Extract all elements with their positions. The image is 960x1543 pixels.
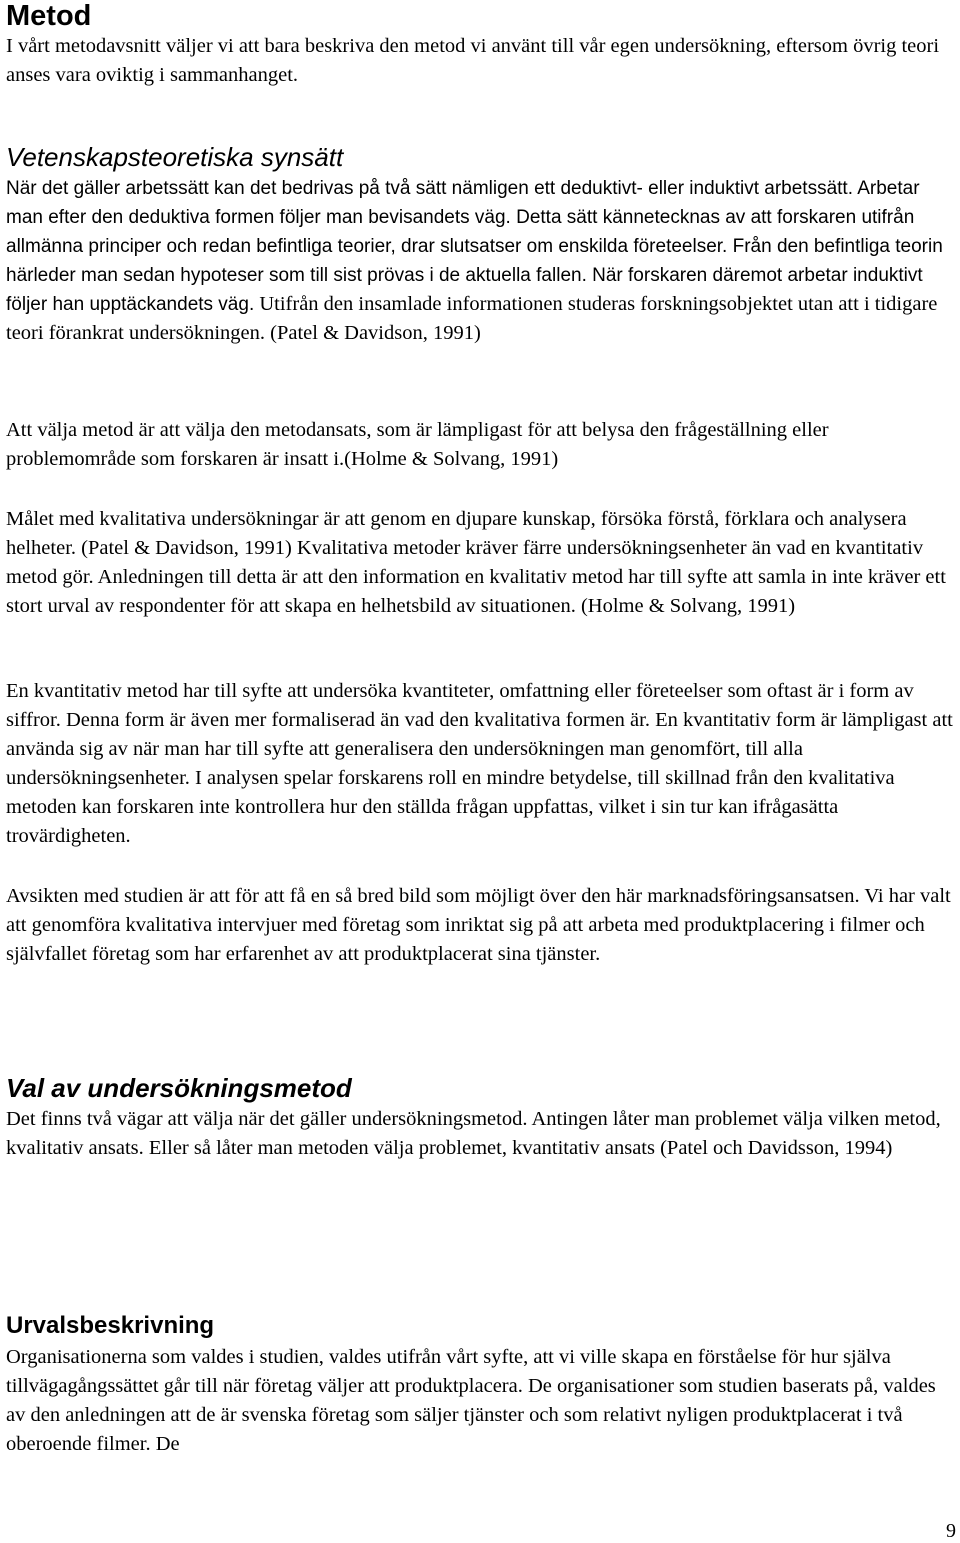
val-section: [6, 1071, 958, 1163]
page-number: 9: [946, 1520, 956, 1542]
kvantitativ-paragraph-block: [6, 677, 958, 851]
avsikt-paragraph-block: [6, 882, 958, 969]
metodval-paragraph-block: [6, 416, 958, 474]
vetenskap-section: [6, 140, 958, 348]
vetenskap-paragraph-2: Att välja metod är att välja den metodansats, som är lämpligast för att belysa den frågeställning eller problemområde som forskaren är insatt i.(Holme & Solvang, 1991): [6, 419, 829, 470]
val-heading: Val av undersökningsmetod: [6, 1073, 352, 1103]
metod-section: [6, 0, 958, 90]
vetenskap-paragraph-3: Målet med kvalitativa undersökningar är att genom en djupare kunskap, försöka förstå, förklara och analysera helheter. (Patel & Davidson, 1991) Kvalitativa metoder kräver färre undersökningsenheter än vad en kvantitativ metod gör. Anledningen till detta är att den information en kvalitativ metod har till syfte att samla in inte kräver ett stort urval av respondenter för att skapa en helhetsbild av situationen. (Holme & Solvang, 1991): [6, 508, 946, 617]
urval-heading: Urvalsbeskrivning: [6, 1312, 215, 1339]
metod-paragraph: I vårt metodavsnitt väljer vi att bara beskriva den metod vi använt till vår egen undersökning, eftersom övrig teori anses vara oviktig i sammanhanget.: [6, 35, 940, 86]
urval-paragraph: Organisationerna som valdes i studien, valdes utifrån vårt syfte, att vi ville skapa en förståelse för hur själva tillvägagångssättet går till när företag väljer att produktplacera. De organisationer som studien baserats på, valdes av den anledningen att de är svenska företag som säljer tjänster och som relativt nyligen produktplacerat i två oberoende filmer. De: [6, 1346, 936, 1455]
vetenskap-paragraph-1-serif: Utifrån den insamlade informationen studeras forskningsobjektet utan att i tidigare teori förankrat undersökningen. (Patel & Davidson, 1991): [6, 293, 938, 344]
kvalitativ-paragraph-block: [6, 505, 958, 621]
vetenskap-paragraph-4: En kvantitativ metod har till syfte att undersöka kvantiteter, omfattning eller företeelser som oftast är i form av siffror. Denna form är även mer formaliserad än vad den kvalitativa formen är. En kvantitativ form är lämpligast att använda sig av när man har till syfte att generalisera den undersökningen man genomfört, till alla undersökningsenheter. I analysen spelar forskarens roll en mindre betydelse, till skillnad från den kvalitativa metoden kan forskaren inte kontrollera hur den ställda frågan uppfattas, vilket i sin tur kan ifrågasätta trovärdigheten.: [6, 680, 953, 847]
val-paragraph: Det finns två vägar att välja när det gäller undersökningsmetod. Antingen låter man problemet välja vilken metod, kvalitativ ansats. Eller så låter man metoden välja problemet, kvantitativ ansats (Patel och Davidsson, 1994): [6, 1108, 941, 1159]
metod-heading: Metod: [6, 0, 92, 32]
vetenskap-paragraph-1: [6, 174, 958, 348]
urval-section: [6, 1309, 958, 1459]
vetenskap-paragraph-5: Avsikten med studien är att för att få en så bred bild som möjligt över den här marknadsföringsansatsen. Vi har valt att genomföra kvalitativa intervjuer med företag som inriktat sig på att arbeta med produktplacering i filmer och självfallet företag som har erfarenhet av att produktplacerat sina tjänster.: [6, 885, 951, 965]
vetenskap-paragraph-1-sans: När det gäller arbetssätt kan det bedrivas på två sätt nämligen ett deduktivt- eller induktivt arbetssätt. Arbetar man efter den deduktiva formen följer man bevisandets väg. Detta sätt kännetecknas av att forskaren utifrån allmänna principer och redan befintliga teorier, drar slutsatser om enskilda företeelser. Från den befintliga teorin härleder man sedan hypoteser som till sist prövas i de aktuella fallen. När forskaren däremot arbetar induktivt följer han upptäckandets väg.: [6, 178, 943, 315]
vetenskap-heading: Vetenskapsteoretiska synsätt: [6, 142, 344, 172]
